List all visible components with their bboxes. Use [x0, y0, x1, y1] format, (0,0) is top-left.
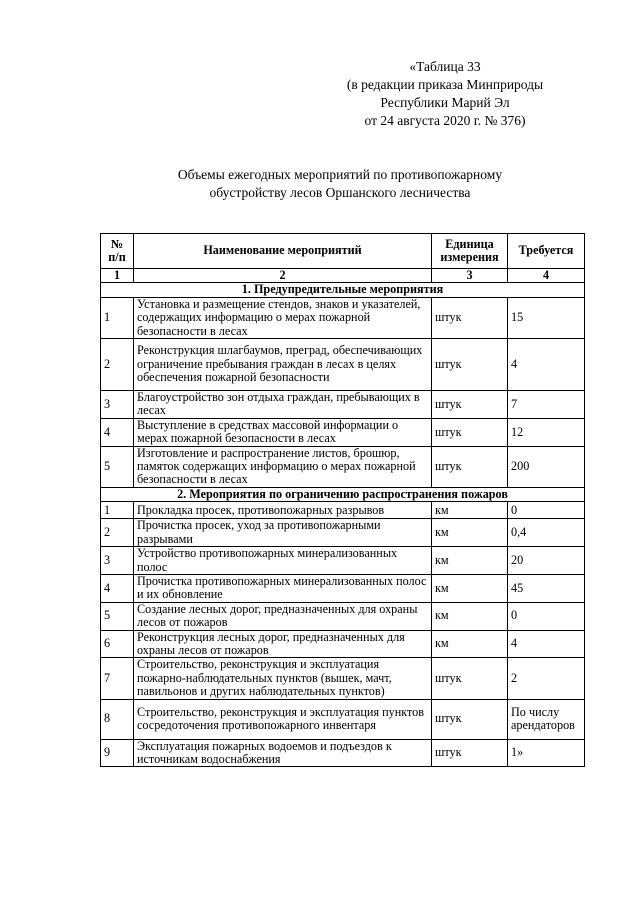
unit-of-measure: штук: [432, 699, 508, 739]
unit-of-measure: км: [432, 574, 508, 602]
table-row: [101, 602, 585, 630]
unit-of-measure: штук: [432, 739, 508, 767]
unit-of-measure: штук: [432, 391, 508, 419]
required-amount: 0: [508, 602, 585, 630]
row-number: 7: [101, 658, 134, 699]
unit-of-measure: штук: [432, 339, 508, 391]
table-row: [101, 502, 585, 519]
row-number: 3: [101, 391, 134, 419]
header-line: от 24 августа 2020 г. № 376): [364, 113, 526, 128]
required-amount: 2: [508, 658, 585, 699]
required-amount: 0,4: [508, 519, 585, 547]
table-row: [101, 547, 585, 575]
table-row: [101, 699, 585, 739]
row-number: 1: [101, 502, 134, 519]
required-amount: 20: [508, 547, 585, 575]
row-number: 5: [101, 446, 134, 487]
measure-name: Прокладка просек, противопожарных разрывов: [134, 502, 432, 519]
measure-name: Устройство противопожарных минерализованных полос: [134, 547, 432, 575]
table-row: [101, 658, 585, 699]
section-title: 2. Мероприятия по ограничению распространения пожаров: [101, 487, 585, 501]
table-row: [101, 418, 585, 446]
table-body: [101, 283, 585, 767]
unit-of-measure: км: [432, 630, 508, 658]
header-line: (в редакции приказа Минприроды: [346, 77, 544, 92]
table-header-row: [101, 234, 585, 269]
col-number: 3: [432, 269, 508, 283]
header-line: Республики Марий Эл: [380, 95, 510, 110]
measure-name: Благоустройство зон отдыха граждан, пребывающих в лесах: [134, 391, 432, 419]
table-reference-header: [320, 58, 570, 130]
measure-name: Эксплуатация пожарных водоемов и подъездов к источникам водоснабжения: [134, 739, 432, 767]
header-required: Требуется: [508, 234, 585, 269]
header-unit: Единица измерения: [432, 234, 508, 269]
unit-of-measure: км: [432, 547, 508, 575]
required-amount: 15: [508, 297, 585, 338]
table-row: [101, 630, 585, 658]
header-line: «Таблица 33: [409, 59, 481, 74]
unit-of-measure: км: [432, 502, 508, 519]
column-numbers-row: [101, 269, 585, 283]
measure-name: Прочистка просек, уход за противопожарными разрывами: [134, 519, 432, 547]
row-number: 8: [101, 699, 134, 739]
unit-of-measure: штук: [432, 658, 508, 699]
col-number: 4: [508, 269, 585, 283]
row-number: 2: [101, 339, 134, 391]
measures-table: [100, 233, 585, 767]
row-number: 3: [101, 547, 134, 575]
row-number: 4: [101, 574, 134, 602]
header-name: Наименование мероприятий: [134, 234, 432, 269]
section-row: [101, 487, 585, 501]
table-row: [101, 339, 585, 391]
measure-name: Выступление в средствах массовой информации о мерах пожарной безопасности в лесах: [134, 418, 432, 446]
required-amount: 1»: [508, 739, 585, 767]
required-amount: 7: [508, 391, 585, 419]
unit-of-measure: км: [432, 602, 508, 630]
row-number: 5: [101, 602, 134, 630]
col-number: 2: [134, 269, 432, 283]
measure-name: Установка и размещение стендов, знаков и указателей, содержащих информацию о мерах пожарной безопасности в лесах: [134, 297, 432, 338]
required-amount: По числу арендаторов: [508, 699, 585, 739]
table-row: [101, 446, 585, 487]
table-row: [101, 574, 585, 602]
unit-of-measure: штук: [432, 418, 508, 446]
col-number: 1: [101, 269, 134, 283]
document-title: [120, 166, 560, 202]
measure-name: Строительство, реконструкция и эксплуатация пунктов сосредоточения противопожарного инвентаря: [134, 699, 432, 739]
table-row: [101, 297, 585, 338]
table-row: [101, 391, 585, 419]
unit-of-measure: штук: [432, 297, 508, 338]
required-amount: 4: [508, 339, 585, 391]
title-line: Объемы ежегодных мероприятий по противопожарному: [177, 167, 503, 182]
measure-name: Строительство, реконструкция и эксплуатация пожарно-наблюдательных пунктов (вышек, мачт, павильонов и других наблюдательных пунктов): [134, 658, 432, 699]
measure-name: Изготовление и распространение листов, брошюр, памяток содержащих информацию о мерах пожарной безопасности в лесах: [134, 446, 432, 487]
table-row: [101, 519, 585, 547]
row-number: 6: [101, 630, 134, 658]
required-amount: 200: [508, 446, 585, 487]
row-number: 2: [101, 519, 134, 547]
unit-of-measure: штук: [432, 446, 508, 487]
row-number: 4: [101, 418, 134, 446]
measure-name: Реконструкция шлагбаумов, преград, обеспечивающих ограничение пребывания граждан в лесах в целях обеспечения пожарной безопасности: [134, 339, 432, 391]
required-amount: 45: [508, 574, 585, 602]
measure-name: Реконструкция лесных дорог, предназначенных для охраны лесов от пожаров: [134, 630, 432, 658]
header-num: № п/п: [101, 234, 134, 269]
section-title: 1. Предупредительные мероприятия: [101, 283, 585, 297]
row-number: 9: [101, 739, 134, 767]
row-number: 1: [101, 297, 134, 338]
required-amount: 0: [508, 502, 585, 519]
measure-name: Создание лесных дорог, предназначенных для охраны лесов от пожаров: [134, 602, 432, 630]
section-row: [101, 283, 585, 297]
required-amount: 12: [508, 418, 585, 446]
title-line: обустройству лесов Оршанского лесничества: [209, 185, 471, 200]
unit-of-measure: км: [432, 519, 508, 547]
required-amount: 4: [508, 630, 585, 658]
measure-name: Прочистка противопожарных минерализованных полос и их обновление: [134, 574, 432, 602]
table-row: [101, 739, 585, 767]
